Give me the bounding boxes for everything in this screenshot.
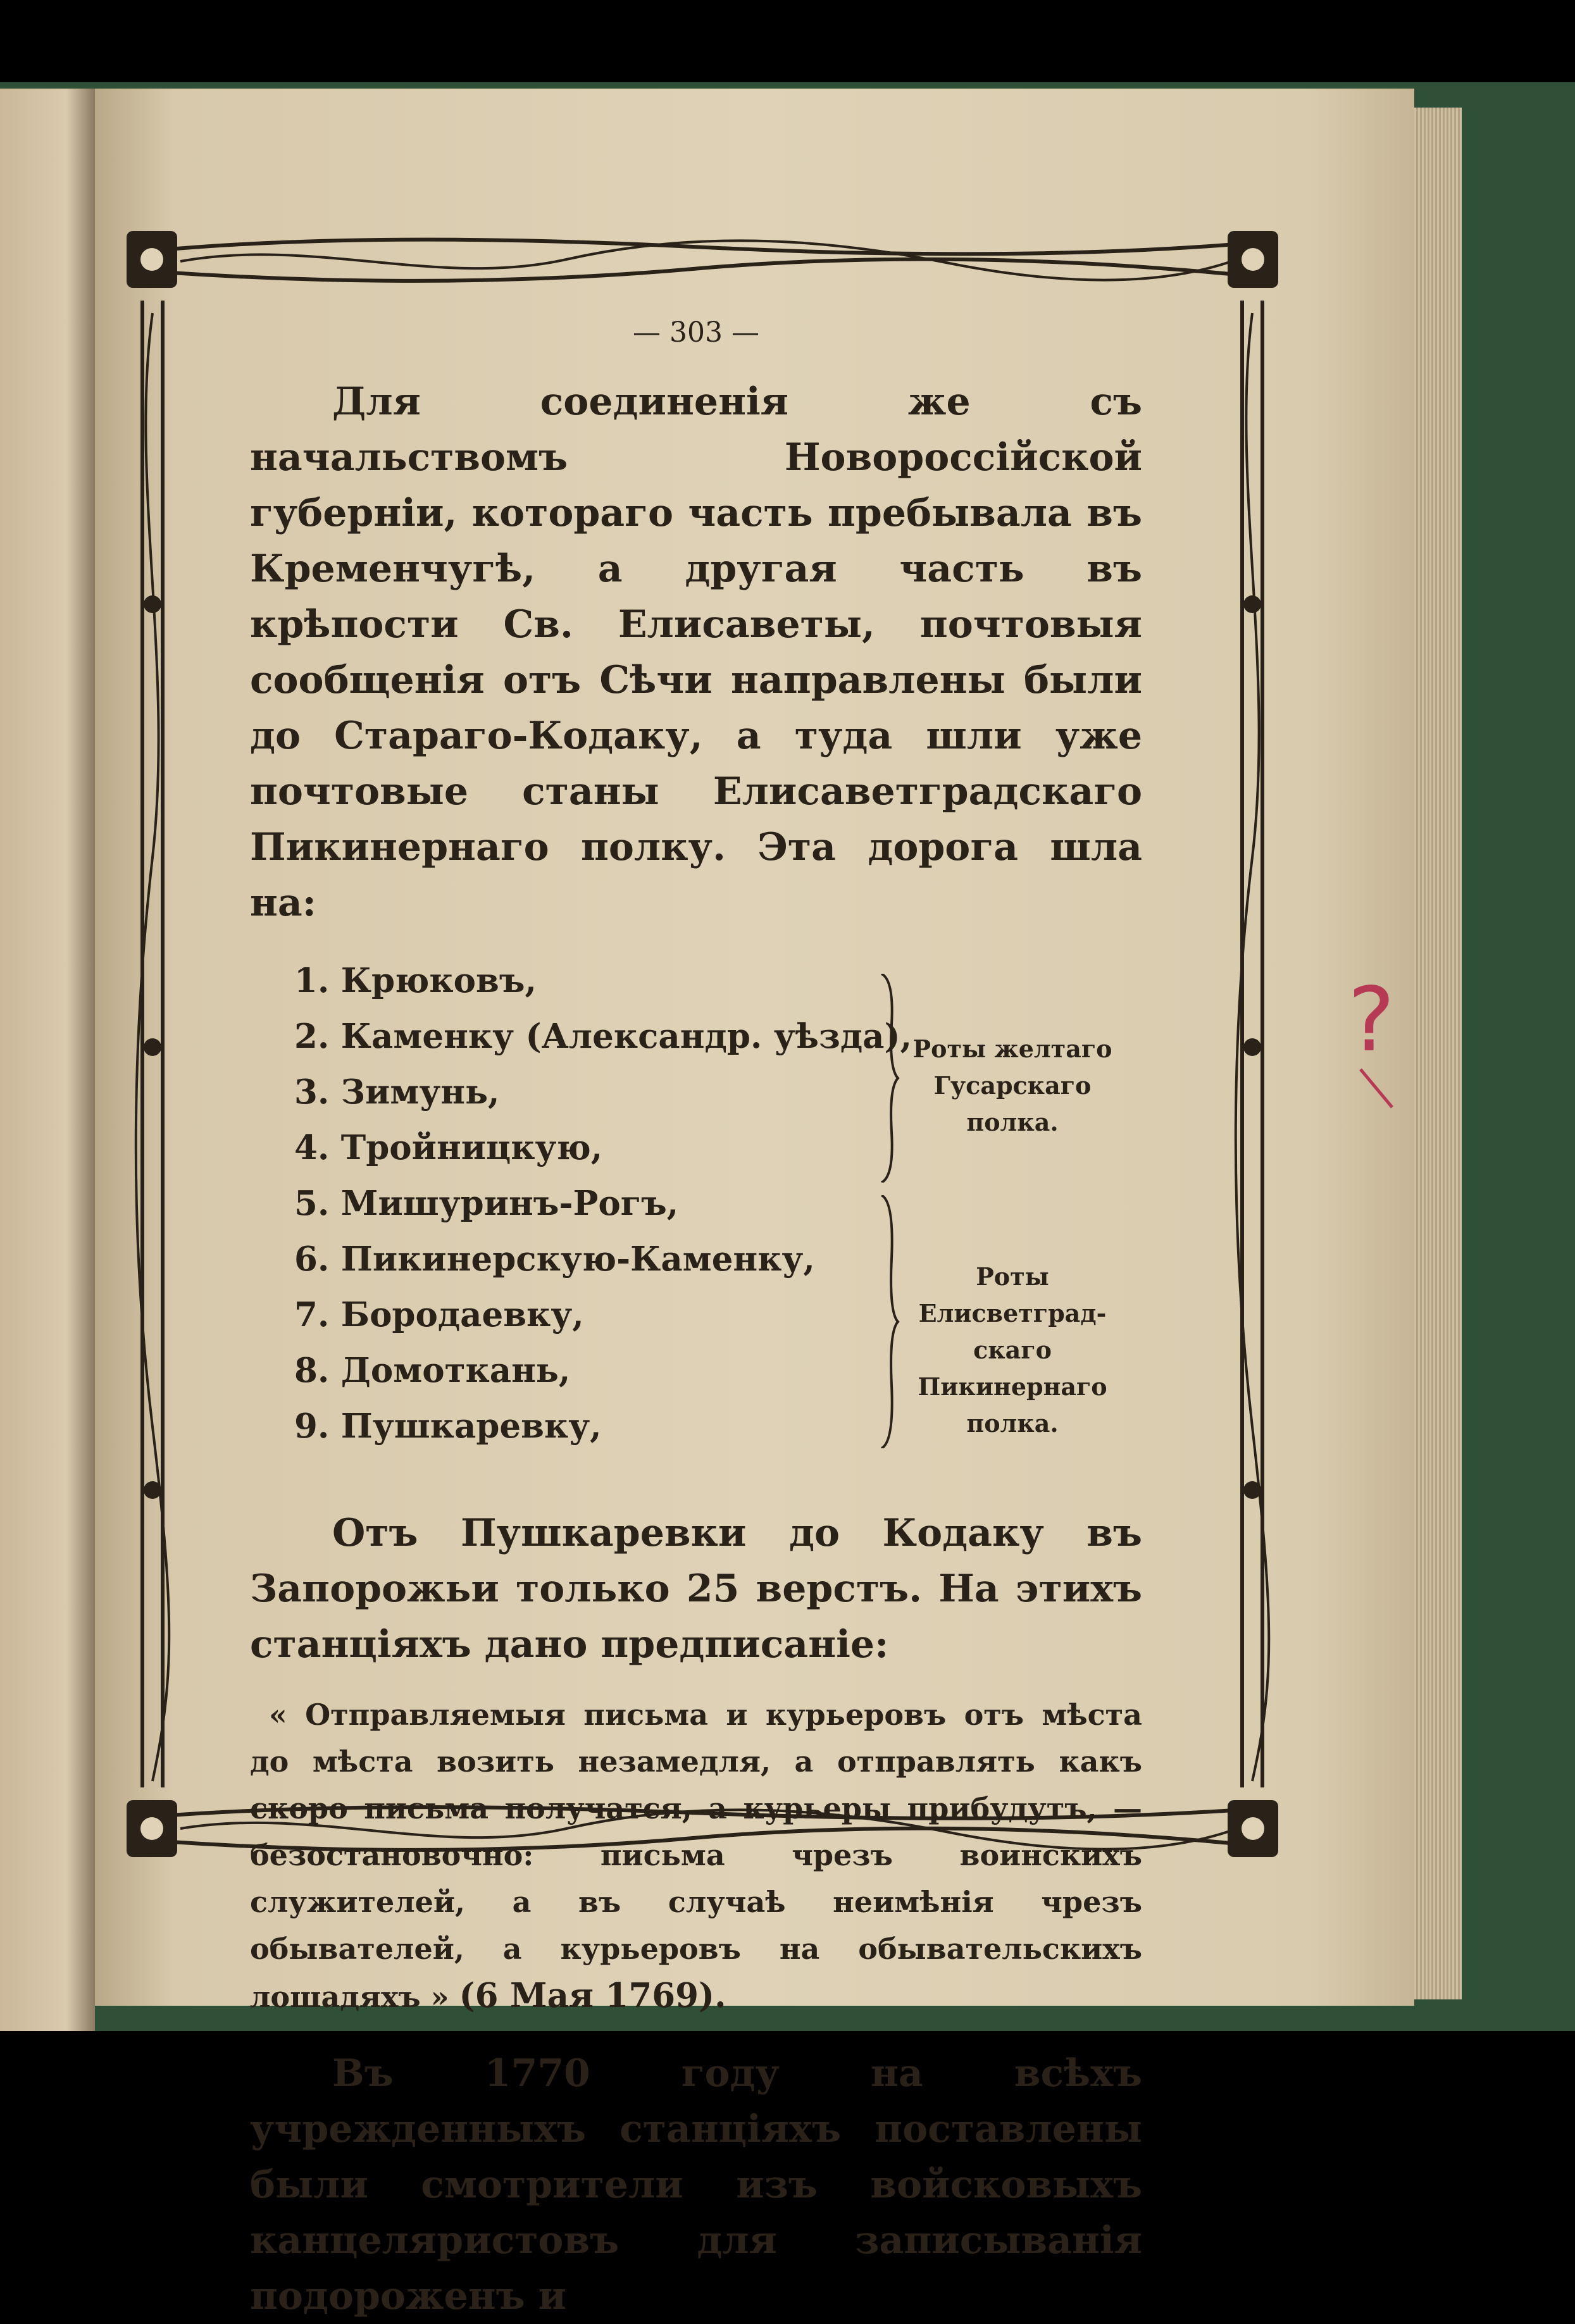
page-number: — 303 — (633, 316, 759, 349)
list-item: 7. Бородаевку, (294, 1295, 584, 1334)
list-item: 3. Зимунь, (294, 1072, 500, 1112)
station-list (250, 961, 1142, 1480)
brace-group-2 (876, 1195, 902, 1448)
pencil-annotation (1342, 974, 1411, 1114)
list-item: 4. Тройницкую, (294, 1128, 603, 1167)
svg-text:?: ? (1348, 974, 1395, 1072)
page-stack-edge (1414, 108, 1462, 1999)
paragraph-1: Для соединенія же съ начальствомъ Новороссійской губерніи, котораго часть пребывала въ Кременчугѣ, а другая часть въ крѣпости Св. Елисаветы, почтовыя сообщенія отъ Сѣчи направлены были до Стараго-Кодаку, а туда шли уже почтовые станы Елисаветградскаго Пикинернаго полку. Эта дорога шла на: (250, 380, 1142, 925)
list-item: 1. Крюковъ, (294, 961, 537, 1000)
left-page-edge (0, 89, 95, 2031)
brace-group-1 (876, 974, 902, 1183)
group-label-1: Роты желтаго Гусарскаго полка. (912, 1035, 1112, 1136)
list-item: 9. Пушкаревку, (294, 1407, 602, 1446)
list-item: 5. Мишуринъ-Рогъ, (294, 1184, 679, 1223)
list-item: 8. Домоткань, (294, 1351, 571, 1390)
group-label-2: Роты Елисветград- скаго Пикинернаго полка. (918, 1262, 1107, 1438)
paragraph-2: Отъ Пушкаревки до Кодаку въ Запорожьи только 25 верстъ. На этихъ станціяхъ дано предписаніе: (250, 1511, 1142, 1667)
list-item: 6. Пикинерскую-Каменку, (294, 1240, 815, 1279)
paragraph-3: Въ 1770 году на всѣхъ учрежденныхъ станціяхъ поставлены были смотрители изъ войсковыхъ канцеляристовъ для записыванія подороженъ и (250, 2051, 1142, 2318)
quote-date: (6 Мая 1769). (459, 1976, 726, 2015)
list-item: 2. Каменку (Александр. уѣзда), (294, 1017, 912, 1056)
page-text (250, 316, 1142, 2324)
quotation: « Отправляемыя письма и курьеровъ отъ мѣста до мѣста возить незамедля, а отправлять какъ скоро письма получатся, а курьеры прибудутъ, — безостановочно: письма чрезъ воинскихъ служителей, а въ случаѣ неимѣнія чрезъ обывателей, а курьеровъ на обывательскихъ лошадяхъ » (6 Мая 1769). (250, 1698, 1142, 2015)
